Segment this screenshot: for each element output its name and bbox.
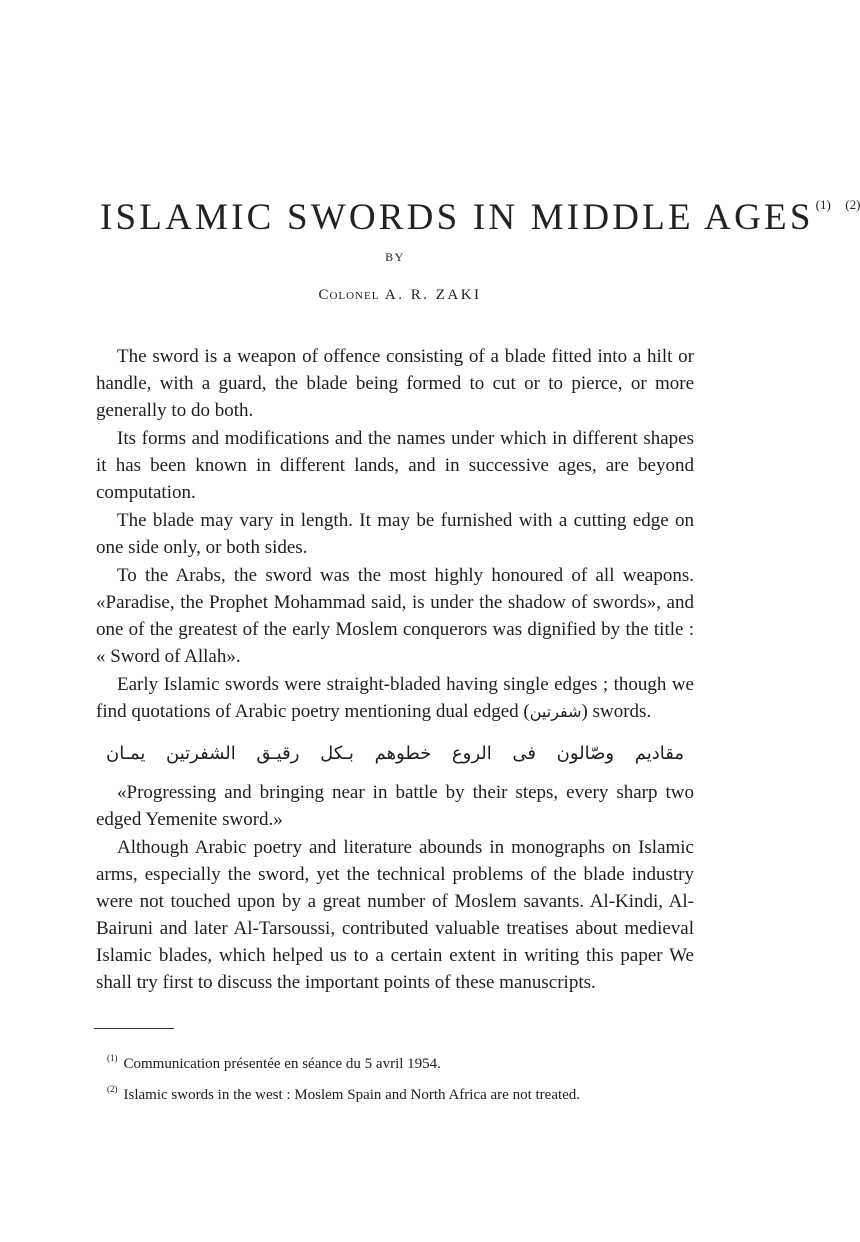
author-name: A. R. ZAKI bbox=[384, 287, 482, 303]
arabic-verse: مقاديم وصّالون فى الروع خطوهم بـكل رقيـق الشفرتين يمـان bbox=[106, 743, 684, 764]
title-text: ISLAMIC SWORDS IN MIDDLE AGES bbox=[100, 197, 814, 238]
title-footnote-ref-1[interactable]: (1) bbox=[815, 197, 831, 212]
footnote-2-text: Islamic swords in the west : Moslem Spain and North Africa are not treated. bbox=[123, 1087, 581, 1103]
paragraph-5-start: Early Islamic swords were straight-bladed having single edges ; though we find quotations of Arabic poetry mentioning dual edged ( bbox=[96, 674, 694, 722]
paragraph-2: Its forms and modifications and the names under which in different shapes it has been known in different lands, and in successive ages, are beyond computation. bbox=[96, 428, 694, 503]
paragraph-5 bbox=[96, 671, 694, 725]
footnotes bbox=[107, 1046, 707, 1108]
author-rank: Colonel bbox=[318, 287, 380, 303]
title-footnote-ref-2[interactable]: (2) bbox=[845, 197, 860, 212]
byline-by: BY bbox=[385, 250, 405, 264]
article-title bbox=[100, 196, 860, 239]
paragraph-3: The blade may vary in length. It may be furnished with a cutting edge on one side only, or both sides. bbox=[96, 510, 694, 558]
footnote-1 bbox=[107, 1046, 707, 1077]
footnote-1-mark: (1) bbox=[107, 1053, 118, 1063]
paragraph-5-end: ) swords. bbox=[581, 701, 652, 722]
paragraph-7: Although Arabic poetry and literature abounds in monographs on Islamic arms, especially the sword, yet the technical problems of the blade industry were not touched upon by a great number of Moslem savants. Al-Kindi, Al-Bairuni and later Al-Tarsoussi, contributed valuable treatises about medieval Islamic blades, which helped us to a certain extent in writing this paper We shall try first to discuss the important points of these manuscripts. bbox=[96, 837, 694, 993]
paragraph-4: To the Arabs, the sword was the most highly honoured of all weapons. «Paradise, the Prophet Mohammad said, is under the shadow of swords», and one of the greatest of the early Moslem conquerors was dignified by the title : « Sword of Allah». bbox=[96, 565, 694, 667]
paragraph-1: The sword is a weapon of offence consisting of a blade fitted into a hilt or handle, with a guard, the blade being formed to cut or to pierce, or more generally to do both. bbox=[96, 346, 694, 421]
footnote-1-text: Communication présentée en séance du 5 avril 1954. bbox=[123, 1056, 441, 1072]
article-body bbox=[96, 343, 694, 997]
footnote-2 bbox=[107, 1077, 707, 1108]
arabic-term: شفرتين bbox=[529, 702, 582, 721]
author-line bbox=[0, 287, 800, 304]
paragraph-6: «Progressing and bringing near in battle by their steps, every sharp two edged Yemenite sword.» bbox=[96, 782, 694, 830]
footnote-2-mark: (2) bbox=[107, 1084, 118, 1094]
footnote-rule bbox=[94, 1028, 174, 1029]
